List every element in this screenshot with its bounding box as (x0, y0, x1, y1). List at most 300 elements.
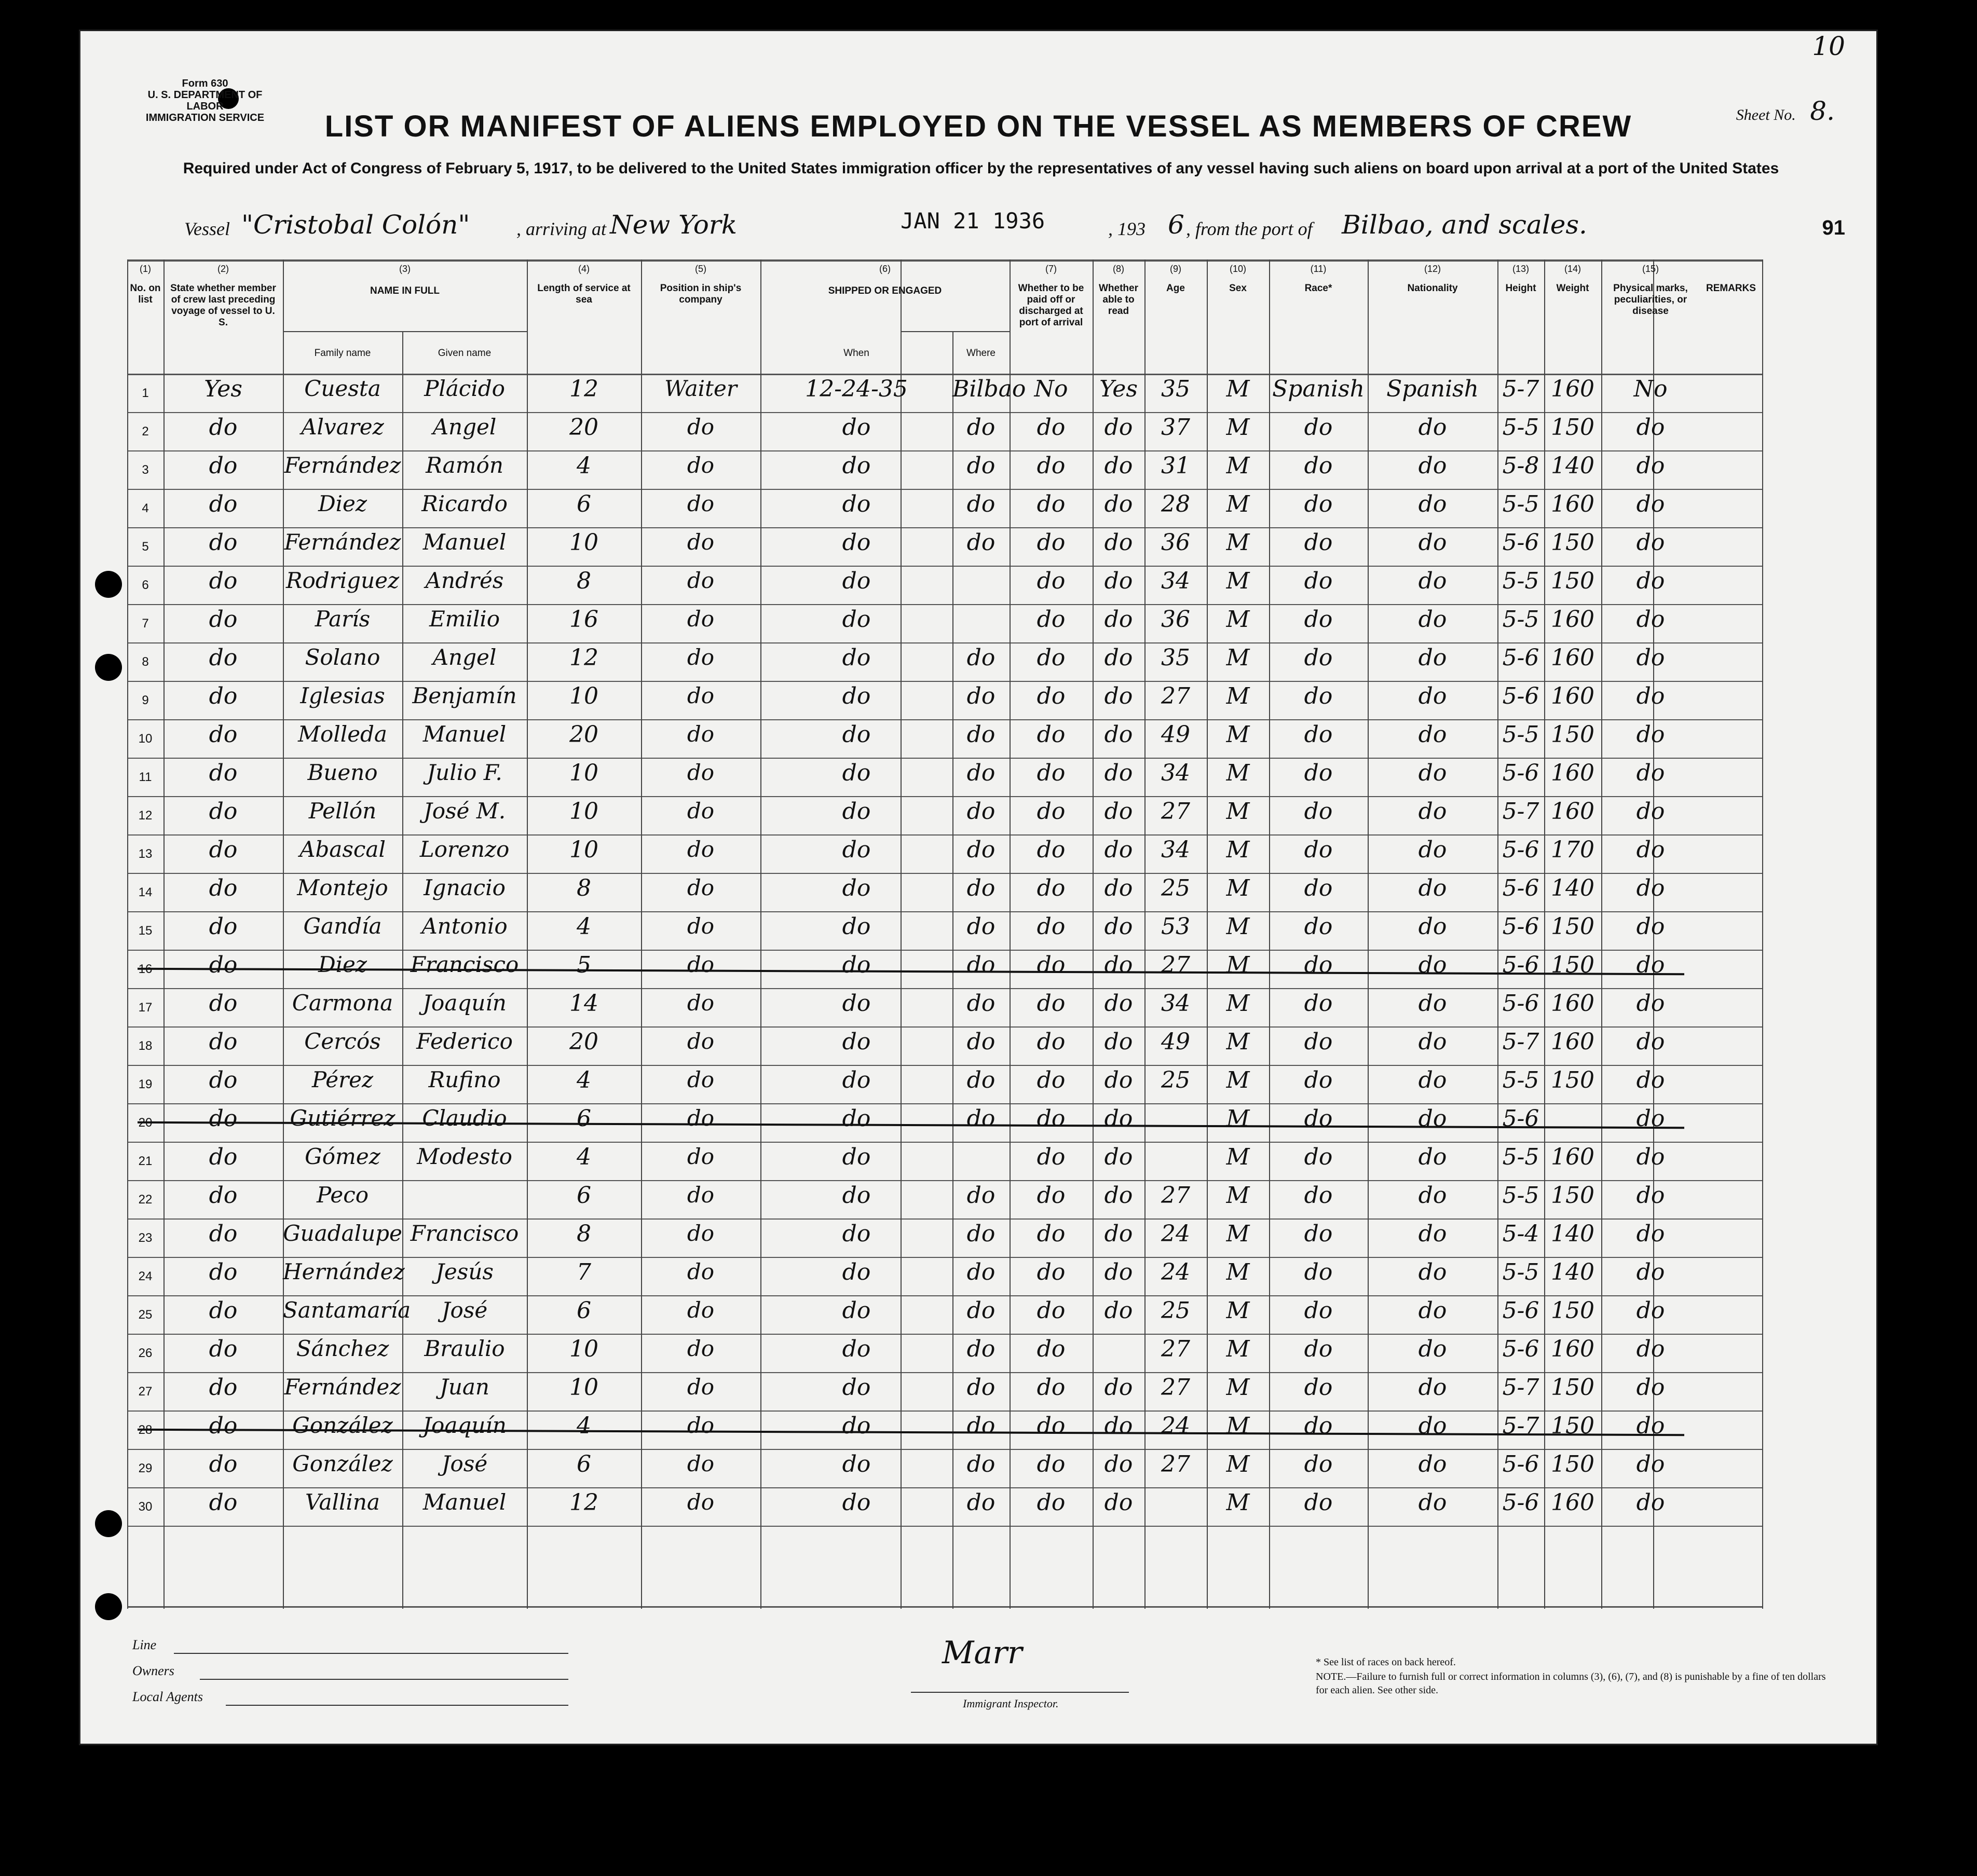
table-cell: do (1304, 875, 1333, 901)
table-cell: do (842, 1336, 871, 1362)
table-cell: Sánchez (296, 1336, 389, 1361)
table-cell: do (1037, 1221, 1066, 1247)
table-cell: 5-6 (1502, 1451, 1539, 1477)
table-cell: 140 (1551, 1259, 1594, 1285)
column-header: Physical marks, peculiarities, or disease (1613, 283, 1688, 317)
row-number: 20 (138, 1116, 153, 1130)
table-cell: M (1226, 875, 1250, 901)
table-cell: 5-7 (1502, 1413, 1539, 1439)
table-cell: do (1304, 913, 1333, 940)
table-cell: do (1304, 645, 1333, 671)
table-cell: do (1037, 1259, 1066, 1285)
column-header: Length of service at sea (537, 283, 631, 305)
table-cell: 160 (1551, 1029, 1594, 1055)
table-cell: 5-6 (1502, 645, 1539, 671)
table-cell: do (1636, 1067, 1665, 1093)
table-cell: do (966, 491, 996, 517)
table-cell: 20 (569, 414, 598, 441)
table-cell: do (1304, 1029, 1333, 1055)
table-cell: M (1226, 568, 1250, 594)
owners-label: Owners (132, 1663, 174, 1678)
table-cell: M (1226, 1182, 1250, 1209)
table-cell: do (1304, 1221, 1333, 1247)
table-cell: do (842, 1413, 871, 1439)
table-cell: do (209, 606, 238, 633)
column-number: (4) (578, 264, 590, 274)
table-cell: do (1104, 414, 1133, 441)
table-cell: Juan (440, 1374, 489, 1400)
column-header: Nationality (1407, 283, 1458, 294)
table-cell: 34 (1161, 568, 1190, 594)
table-cell: do (1418, 491, 1447, 517)
table-cell: 5-5 (1502, 1144, 1539, 1170)
table-cell: do (1636, 1182, 1665, 1209)
table-cell: do (1418, 1029, 1447, 1055)
table-cell: Francisco (410, 1221, 519, 1246)
table-row (127, 834, 1762, 873)
table-cell: do (1037, 952, 1066, 978)
table-cell: do (842, 760, 871, 786)
page-number: 91 (1822, 216, 1845, 239)
table-cell: do (842, 568, 871, 594)
table-cell: 5-6 (1502, 913, 1539, 940)
table-cell: 31 (1161, 453, 1190, 479)
table-cell: do (966, 453, 996, 479)
table-cell: do (1304, 721, 1333, 748)
table-cell: Diez (318, 491, 367, 516)
table-cell: Antonio (421, 913, 508, 939)
table-cell: 4 (577, 1413, 591, 1439)
column-header: Sex (1229, 283, 1247, 294)
table-cell: M (1226, 760, 1250, 786)
table-cell: Waiter (664, 376, 737, 401)
row-number: 24 (138, 1269, 153, 1283)
table-cell: 8 (577, 1221, 591, 1247)
table-cell: do (1104, 606, 1133, 633)
table-row (127, 1026, 1762, 1065)
table-cell: do (1636, 721, 1665, 748)
column-number: (9) (1170, 264, 1181, 274)
table-cell: 150 (1551, 1374, 1594, 1401)
table-cell: do (1636, 837, 1665, 863)
table-cell: 5-8 (1502, 453, 1539, 479)
table-cell: do (842, 414, 871, 441)
table-cell: M (1226, 990, 1250, 1017)
column-header: Whether to be paid off or discharged at port of arrival (1018, 283, 1084, 328)
table-cell: 170 (1551, 837, 1594, 863)
table-cell: 20 (569, 1029, 598, 1055)
row-number: 2 (142, 425, 149, 439)
table-cell: do (687, 1451, 715, 1476)
column-number: (7) (1045, 264, 1057, 274)
table-cell: do (842, 990, 871, 1017)
column-number: (11) (1310, 264, 1327, 274)
agents-label: Local Agents (132, 1689, 203, 1704)
table-row (127, 1142, 1762, 1180)
column-header: State whether member of crew last preceding voyage of vessel to U. S. (170, 283, 276, 328)
table-cell: do (1037, 1144, 1066, 1170)
table-cell: do (1418, 990, 1447, 1017)
table-cell: do (1636, 414, 1665, 441)
table-cell: González (292, 1451, 393, 1476)
row-number: 12 (138, 809, 153, 823)
table-cell: do (687, 453, 715, 478)
table-cell: do (1418, 453, 1447, 479)
table-cell: 6 (577, 1297, 591, 1324)
table-cell: Ricardo (421, 491, 508, 516)
table-row (127, 681, 1762, 719)
table-cell: do (1304, 1336, 1333, 1362)
table-cell: do (1636, 1489, 1665, 1516)
table-cell: 4 (577, 913, 591, 940)
table-cell: 34 (1161, 990, 1190, 1017)
table-cell: do (1104, 1374, 1133, 1401)
table-cell: Solano (305, 645, 380, 670)
table-cell: Angel (432, 414, 497, 440)
table-cell: Lorenzo (419, 837, 510, 862)
table-cell: 5-7 (1502, 1374, 1539, 1401)
table-cell: París (315, 606, 371, 632)
row-number: 11 (139, 770, 152, 784)
table-cell: do (1636, 1221, 1665, 1247)
table-cell: Braulio (424, 1336, 505, 1361)
table-cell: do (1104, 491, 1133, 517)
grid-line (283, 331, 527, 332)
table-cell: do (209, 1336, 238, 1362)
race-note: * See list of races on back hereof. (1316, 1656, 1456, 1668)
row-number: 14 (138, 885, 153, 899)
table-cell: Plácido (424, 376, 505, 401)
table-cell: Bueno (307, 760, 378, 785)
table-cell: do (1037, 875, 1066, 901)
table-row (127, 450, 1762, 489)
column-header: Whether able to read (1099, 283, 1138, 317)
row-number: 18 (138, 1039, 153, 1053)
table-cell: do (842, 606, 871, 633)
table-cell: Carmona (292, 990, 393, 1016)
table-cell: Francisco (410, 952, 519, 977)
table-cell: 25 (1161, 1297, 1190, 1324)
table-cell: do (842, 721, 871, 748)
table-cell: do (1104, 453, 1133, 479)
row-number: 27 (138, 1385, 153, 1399)
table-cell: do (842, 453, 871, 479)
table-cell: M (1226, 414, 1250, 441)
table-cell: do (1037, 837, 1066, 863)
inspector-signature: Marr (942, 1635, 1022, 1671)
table-cell: do (687, 1297, 715, 1323)
table-cell: M (1226, 952, 1250, 978)
table-cell: do (966, 1451, 996, 1477)
table-cell: M (1226, 529, 1250, 556)
column-number: (12) (1424, 264, 1441, 274)
table-row (127, 911, 1762, 950)
table-cell: Montejo (297, 875, 388, 900)
table-cell: do (687, 798, 715, 824)
column-header: Race* (1304, 283, 1332, 294)
table-cell: do (1418, 1297, 1447, 1324)
from-label: , from the port of (1186, 218, 1313, 239)
table-cell: 27 (1161, 952, 1190, 978)
table-cell: M (1226, 376, 1250, 402)
table-cell: do (1037, 913, 1066, 940)
table-cell: do (687, 683, 715, 708)
table-cell: 150 (1551, 1297, 1594, 1324)
table-cell: do (966, 721, 996, 748)
column-header: Height (1505, 283, 1536, 294)
table-cell: do (1636, 606, 1665, 633)
table-cell: 160 (1551, 1489, 1594, 1516)
year-prefix: , 193 (1108, 218, 1146, 239)
table-row (127, 1180, 1762, 1218)
table-cell: do (966, 760, 996, 786)
column-subheader: When (843, 348, 869, 359)
table-cell: do (842, 491, 871, 517)
fine-note: NOTE.—Failure to furnish full or correct information in columns (3), (6), (7), and (8) is punishable by a fine of ten dollars for each alien. See other side. (1316, 1671, 1826, 1696)
table-cell: Manuel (422, 529, 507, 555)
table-row (127, 1487, 1762, 1526)
row-number: 3 (142, 463, 149, 477)
table-cell: do (687, 760, 715, 785)
table-cell: do (842, 1489, 871, 1516)
table-cell: do (1304, 1489, 1333, 1516)
table-cell: 6 (577, 1105, 591, 1132)
table-cell: 8 (577, 568, 591, 594)
table-cell: do (209, 414, 238, 441)
table-row (127, 1372, 1762, 1411)
table-cell: Pérez (311, 1067, 374, 1092)
page-subtitle: Required under Act of Congress of February 5, 1917, to be delivered to the United States immigration officer by the representatives of any vessel having such aliens on board upon arrival at a port of the United States (183, 160, 1779, 177)
table-cell: do (687, 568, 715, 593)
table-cell: do (1418, 645, 1447, 671)
table-cell: do (1418, 913, 1447, 940)
grid-line (127, 1526, 1762, 1527)
table-cell: do (1636, 1451, 1665, 1477)
table-cell: do (687, 1374, 715, 1400)
table-cell: 160 (1551, 376, 1594, 402)
table-cell: do (209, 1259, 238, 1285)
table-cell: 160 (1551, 1144, 1594, 1170)
table-cell: do (966, 952, 996, 978)
table-row (127, 1065, 1762, 1103)
table-cell: do (1636, 1336, 1665, 1362)
table-cell: do (842, 1259, 871, 1285)
table-cell: do (1037, 721, 1066, 748)
table-cell: Manuel (422, 1489, 507, 1515)
form-number: Form 630 (182, 78, 228, 89)
table-cell: do (966, 1182, 996, 1209)
table-cell: do (1636, 875, 1665, 901)
table-cell: 10 (569, 529, 598, 556)
date-stamp: JAN 21 1936 (901, 208, 1045, 234)
table-cell: Cuesta (304, 376, 381, 401)
line-label: Line (132, 1637, 157, 1652)
table-cell: do (209, 1221, 238, 1247)
table-cell: 36 (1161, 606, 1190, 633)
table-cell: M (1226, 1336, 1250, 1362)
table-cell: Fernández (284, 1374, 401, 1400)
table-cell: 5-6 (1502, 1105, 1539, 1132)
department-name: U. S. DEPARTMENT OF LABOR (147, 89, 263, 112)
table-cell: do (209, 645, 238, 671)
table-cell: do (1636, 990, 1665, 1017)
table-cell: do (1104, 1451, 1133, 1477)
table-cell: do (687, 1336, 715, 1361)
row-number: 1 (142, 386, 149, 400)
table-cell: 5-6 (1502, 1297, 1539, 1324)
table-cell: 10 (569, 760, 598, 786)
table-cell: do (209, 952, 238, 978)
table-cell: González (292, 1413, 393, 1438)
table-cell: Guadalupe (283, 1221, 402, 1246)
vessel-label: Vessel (184, 218, 230, 239)
table-cell: do (1037, 491, 1066, 517)
table-cell: 160 (1551, 606, 1594, 633)
table-cell: Hernández (283, 1259, 405, 1284)
column-number: (15) (1642, 264, 1659, 274)
table-cell: 140 (1551, 453, 1594, 479)
table-cell: do (1037, 1105, 1066, 1132)
table-cell: 12 (569, 376, 598, 402)
row-number: 25 (138, 1308, 153, 1322)
column-header: No. on list (130, 283, 161, 305)
table-cell: do (1104, 568, 1133, 594)
table-cell: Gómez (305, 1144, 380, 1169)
table-cell: do (1636, 568, 1665, 594)
row-number: 7 (142, 617, 149, 631)
table-cell: 160 (1551, 798, 1594, 825)
table-cell: José M. (423, 798, 506, 824)
table-row (127, 412, 1762, 450)
table-row (127, 1334, 1762, 1372)
table-cell: 150 (1551, 1451, 1594, 1477)
table-cell: do (1037, 645, 1066, 671)
table-cell: 24 (1161, 1259, 1190, 1285)
table-cell: do (1104, 1029, 1133, 1055)
punch-hole (95, 571, 122, 598)
table-cell: do (1104, 1221, 1133, 1247)
table-cell: M (1226, 491, 1250, 517)
table-cell: M (1226, 1297, 1250, 1324)
table-cell: 4 (577, 1144, 591, 1170)
table-cell: 150 (1551, 913, 1594, 940)
table-cell: do (1304, 1413, 1333, 1439)
row-number: 16 (138, 962, 153, 976)
column-subheader: Given name (438, 348, 492, 359)
table-cell: do (1636, 1413, 1665, 1439)
table-cell: M (1226, 1067, 1250, 1093)
table-cell: do (1418, 606, 1447, 633)
table-cell: Joaquín (422, 1413, 507, 1438)
table-cell: do (1636, 1105, 1665, 1132)
inspector-label: Immigrant Inspector. (963, 1697, 1059, 1710)
table-cell: M (1226, 1144, 1250, 1170)
table-cell: 4 (577, 1067, 591, 1093)
table-cell: M (1226, 1029, 1250, 1055)
table-cell: do (966, 1067, 996, 1093)
table-cell: do (1304, 606, 1333, 633)
column-header: Age (1166, 283, 1185, 294)
table-cell: do (1037, 1336, 1066, 1362)
table-cell: 150 (1551, 721, 1594, 748)
column-header: NAME IN FULL (370, 285, 440, 296)
table-cell: do (842, 1105, 871, 1132)
table-cell: 35 (1161, 645, 1190, 671)
table-cell: do (842, 798, 871, 825)
table-cell: do (687, 414, 715, 440)
table-cell: 160 (1551, 990, 1594, 1017)
table-cell: do (1418, 837, 1447, 863)
table-row (127, 1295, 1762, 1334)
table-cell: do (1418, 1413, 1447, 1439)
table-cell: Gandía (303, 913, 382, 939)
column-number: (14) (1564, 264, 1581, 274)
table-cell: do (1304, 1451, 1333, 1477)
table-cell: do (1037, 414, 1066, 441)
table-cell: do (209, 529, 238, 556)
table-cell: do (687, 1105, 715, 1131)
departure-port: Bilbao, and scales. (1342, 210, 1587, 240)
table-cell: 150 (1551, 1413, 1594, 1439)
table-cell: 27 (1161, 1182, 1190, 1209)
row-number: 8 (142, 655, 149, 669)
table-cell: do (842, 1221, 871, 1247)
table-cell: do (687, 491, 715, 516)
column-subheader: Where (966, 348, 996, 359)
table-cell: do (966, 1489, 996, 1516)
table-cell: do (209, 491, 238, 517)
table-cell: do (1418, 1489, 1447, 1516)
table-cell: José (441, 1451, 488, 1476)
table-cell: Federico (416, 1029, 513, 1054)
table-cell: 150 (1551, 529, 1594, 556)
table-row (127, 527, 1762, 566)
table-cell: M (1226, 606, 1250, 633)
table-cell: do (1104, 760, 1133, 786)
table-cell: 24 (1161, 1413, 1190, 1439)
table-row (127, 642, 1762, 681)
owners-underline (200, 1679, 568, 1680)
table-cell: 5-6 (1502, 683, 1539, 709)
table-cell: do (1304, 1144, 1333, 1170)
table-cell: do (1104, 1489, 1133, 1516)
table-cell: do (1636, 683, 1665, 709)
table-cell: do (842, 1144, 871, 1170)
crew-table (127, 259, 1762, 1609)
table-row (127, 1103, 1762, 1142)
table-cell: do (842, 1029, 871, 1055)
table-cell: do (209, 1144, 238, 1170)
table-cell: M (1226, 1221, 1250, 1247)
table-cell: Angel (432, 645, 497, 670)
table-row (127, 1411, 1762, 1449)
row-number: 19 (138, 1077, 153, 1091)
grid-line (127, 259, 1762, 262)
vessel-name: "Cristobal Colón" (241, 210, 470, 240)
column-number: (13) (1512, 264, 1529, 274)
table-row (127, 604, 1762, 642)
table-cell: do (1418, 1105, 1447, 1132)
table-cell: do (842, 645, 871, 671)
row-number: 28 (138, 1423, 153, 1437)
table-cell: Rufino (428, 1067, 501, 1092)
table-cell: do (687, 645, 715, 670)
table-cell: 34 (1161, 760, 1190, 786)
table-cell: do (687, 1413, 715, 1438)
table-cell: do (842, 1374, 871, 1401)
column-number: (8) (1113, 264, 1124, 274)
table-cell: do (1636, 1259, 1665, 1285)
